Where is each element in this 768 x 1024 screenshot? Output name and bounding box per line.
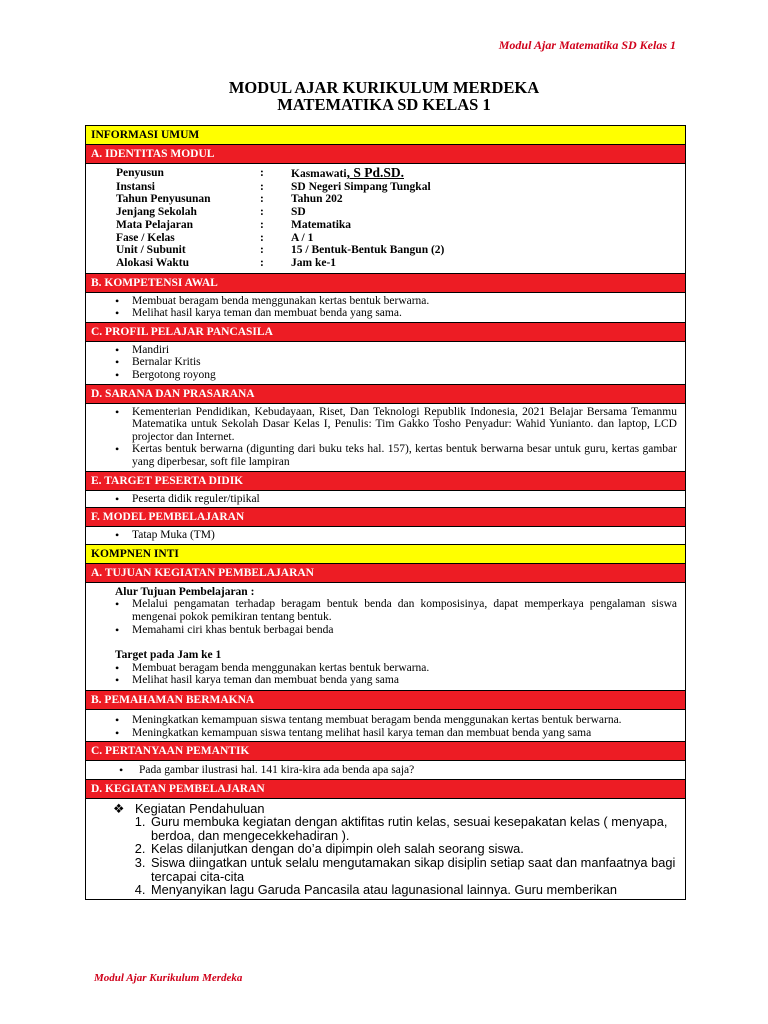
list-item: • Bernalar Kritis <box>115 356 677 369</box>
identity-row <box>116 257 685 270</box>
kegiatan-block <box>86 798 685 900</box>
module-table <box>85 125 686 900</box>
identity-colon: : <box>260 218 264 231</box>
list-item: • Membuat beragam benda menggunakan kertas bentuk berwarna. <box>115 295 677 308</box>
list-item: • Meningkatkan kemampuan siswa tentang membuat beragam benda menggunakan kertas bentuk berwarna. <box>115 714 677 727</box>
identity-key: Alokasi Waktu <box>116 256 189 269</box>
identity-row <box>116 244 685 257</box>
kompetensi-list <box>86 292 685 322</box>
identity-row <box>116 219 685 232</box>
identity-value-degree: , S Pd.SD. <box>346 165 404 180</box>
identity-value: SD Negeri Simpang Tungkal <box>291 180 431 193</box>
list-item: • Melihat hasil karya teman dan membuat benda yang sama. <box>115 307 677 320</box>
pemahaman-list <box>86 709 685 741</box>
kegiatan-heading-text: Kegiatan Pendahuluan <box>135 800 265 816</box>
identity-value: SD <box>291 206 306 219</box>
footer-note: Modul Ajar Kurikulum Merdeka <box>94 972 243 984</box>
section-model-pembelajaran: F. MODEL PEMBELAJARAN <box>86 507 685 526</box>
document-subtitle: MATEMATIKA SD KELAS 1 <box>277 95 491 114</box>
section-sarana-prasarana: D. SARANA DAN PRASARANA <box>86 384 685 403</box>
identity-key: Jenjang Sekolah <box>116 206 197 219</box>
tujuan-block <box>86 582 685 690</box>
target-jam-label: Target pada Jam ke 1 <box>115 649 222 662</box>
identity-colon: : <box>260 256 264 269</box>
identity-colon: : <box>260 193 264 206</box>
list-item: • Kertas bentuk berwarna (digunting dari buku teks hal. 157), kertas bentuk berwarna besar untuk guru, kertas gambar yang diperbesar, soft file lampiran <box>115 443 677 468</box>
identity-row <box>116 181 685 194</box>
list-item: • Pada gambar ilustrasi hal. 141 kira-kira ada benda apa saja? <box>119 764 677 777</box>
profil-list <box>86 341 685 384</box>
identity-colon: : <box>260 206 264 219</box>
section-profil-pelajar: C. PROFIL PELAJAR PANCASILA <box>86 322 685 341</box>
list-item: • Melalui pengamatan terhadap beragam bentuk benda dan komposisinya, dapat memperkaya pengalaman siswa mengenai pokok pemikiran tentang bentuk. <box>115 598 677 623</box>
list-item: 1. Guru membuka kegiatan dengan aktifitas rutin kelas, sesuai kesepakatan kelas ( menyapa, berdoa, dan mengecekkehadiran ). <box>149 815 677 842</box>
list-item: • Meningkatkan kemampuan siswa tentang melihat hasil karya teman dan membuat benda yang sama <box>115 727 677 740</box>
identity-value: 15 / Bentuk-Bentuk Bangun (2) <box>291 244 445 257</box>
identity-key: Tahun Penyusunan <box>116 193 211 206</box>
list-item: • Kementerian Pendidikan, Kebudayaan, Riset, Dan Teknologi Republik Indonesia, 2021 Belajar Bersama Temanmu Matematika untuk Sekolah Dasar Kelas I, Penulis: Tim Gakko Tosho Penyadur: Wahid Yunianto. dan laptop, LCD projector dan Internet. <box>115 406 677 444</box>
identity-key: Mata Pelajaran <box>116 218 193 231</box>
identity-row <box>116 167 685 181</box>
model-list <box>86 526 685 544</box>
section-identitas-modul: A. IDENTITAS MODUL <box>86 144 685 163</box>
identity-key: Penyusun <box>116 167 164 179</box>
list-item: • Tatap Muka (TM) <box>115 529 677 542</box>
identity-key: Fase / Kelas <box>116 231 175 244</box>
identity-value: Jam ke-1 <box>291 256 337 269</box>
section-tujuan-kegiatan: A. TUJUAN KEGIATAN PEMBELAJARAN <box>86 563 685 582</box>
identity-colon: : <box>260 180 264 193</box>
identity-value: Matematika <box>291 218 352 231</box>
list-item: 4. Menyanyikan lagu Garuda Pancasila atau lagunasional lainnya. Guru memberikan <box>149 883 677 897</box>
identity-value: Tahun 202 <box>291 193 343 206</box>
identity-block <box>86 163 685 273</box>
identity-key: Instansi <box>116 180 155 193</box>
identity-key: Unit / Subunit <box>116 244 186 257</box>
list-item: • Peserta didik reguler/tipikal <box>115 493 677 506</box>
list-item: • Bergotong royong <box>115 369 677 382</box>
sarana-list <box>86 403 685 471</box>
document-title: MODUL AJAR KURIKULUM MERDEKA <box>228 78 540 97</box>
section-informasi-umum: INFORMASI UMUM <box>86 125 685 144</box>
list-item: • Membuat beragam benda menggunakan kertas bentuk berwarna. <box>115 662 677 675</box>
identity-row <box>116 232 685 245</box>
section-pertanyaan-pemantik: C. PERTANYAAN PEMANTIK <box>86 741 685 760</box>
list-item: 2. Kelas dilanjutkan dengan do’a dipimpin oleh salah seorang siswa. <box>149 842 677 856</box>
alur-label: Alur Tujuan Pembelajaran : <box>115 585 255 598</box>
kegiatan-heading <box>113 802 677 816</box>
identity-colon: : <box>260 231 264 244</box>
header-note: Modul Ajar Matematika SD Kelas 1 <box>498 38 676 52</box>
list-item: • Melihat hasil karya teman dan membuat benda yang sama <box>115 674 677 687</box>
list-item: 3. Siswa diingatkan untuk selalu mengutamakan sikap disiplin setiap saat dan manfaatnya bagi tercapai cita-cita <box>149 856 677 883</box>
identity-colon: : <box>260 244 264 257</box>
list-item: • Mandiri <box>115 344 677 357</box>
target-list <box>86 490 685 508</box>
section-pemahaman-bermakna: B. PEMAHAMAN BERMAKNA <box>86 690 685 709</box>
identity-row <box>116 206 685 219</box>
section-komponen-inti: KOMPNEN INTI <box>86 544 685 563</box>
identity-value <box>291 167 404 181</box>
section-kegiatan-pembelajaran: D. KEGIATAN PEMBELAJARAN <box>86 779 685 798</box>
identity-value: A / 1 <box>291 231 314 244</box>
identity-colon: : <box>260 167 264 179</box>
identity-row <box>116 193 685 206</box>
pertanyaan-list <box>86 760 685 779</box>
diamond-bullet-icon: ❖ <box>113 800 125 816</box>
identity-value-text: Kasmawati <box>291 168 347 180</box>
section-kompetensi-awal: B. KOMPETENSI AWAL <box>86 273 685 292</box>
section-target-peserta: E. TARGET PESERTA DIDIK <box>86 471 685 490</box>
list-item: • Memahami ciri khas bentuk berbagai benda <box>115 624 677 637</box>
